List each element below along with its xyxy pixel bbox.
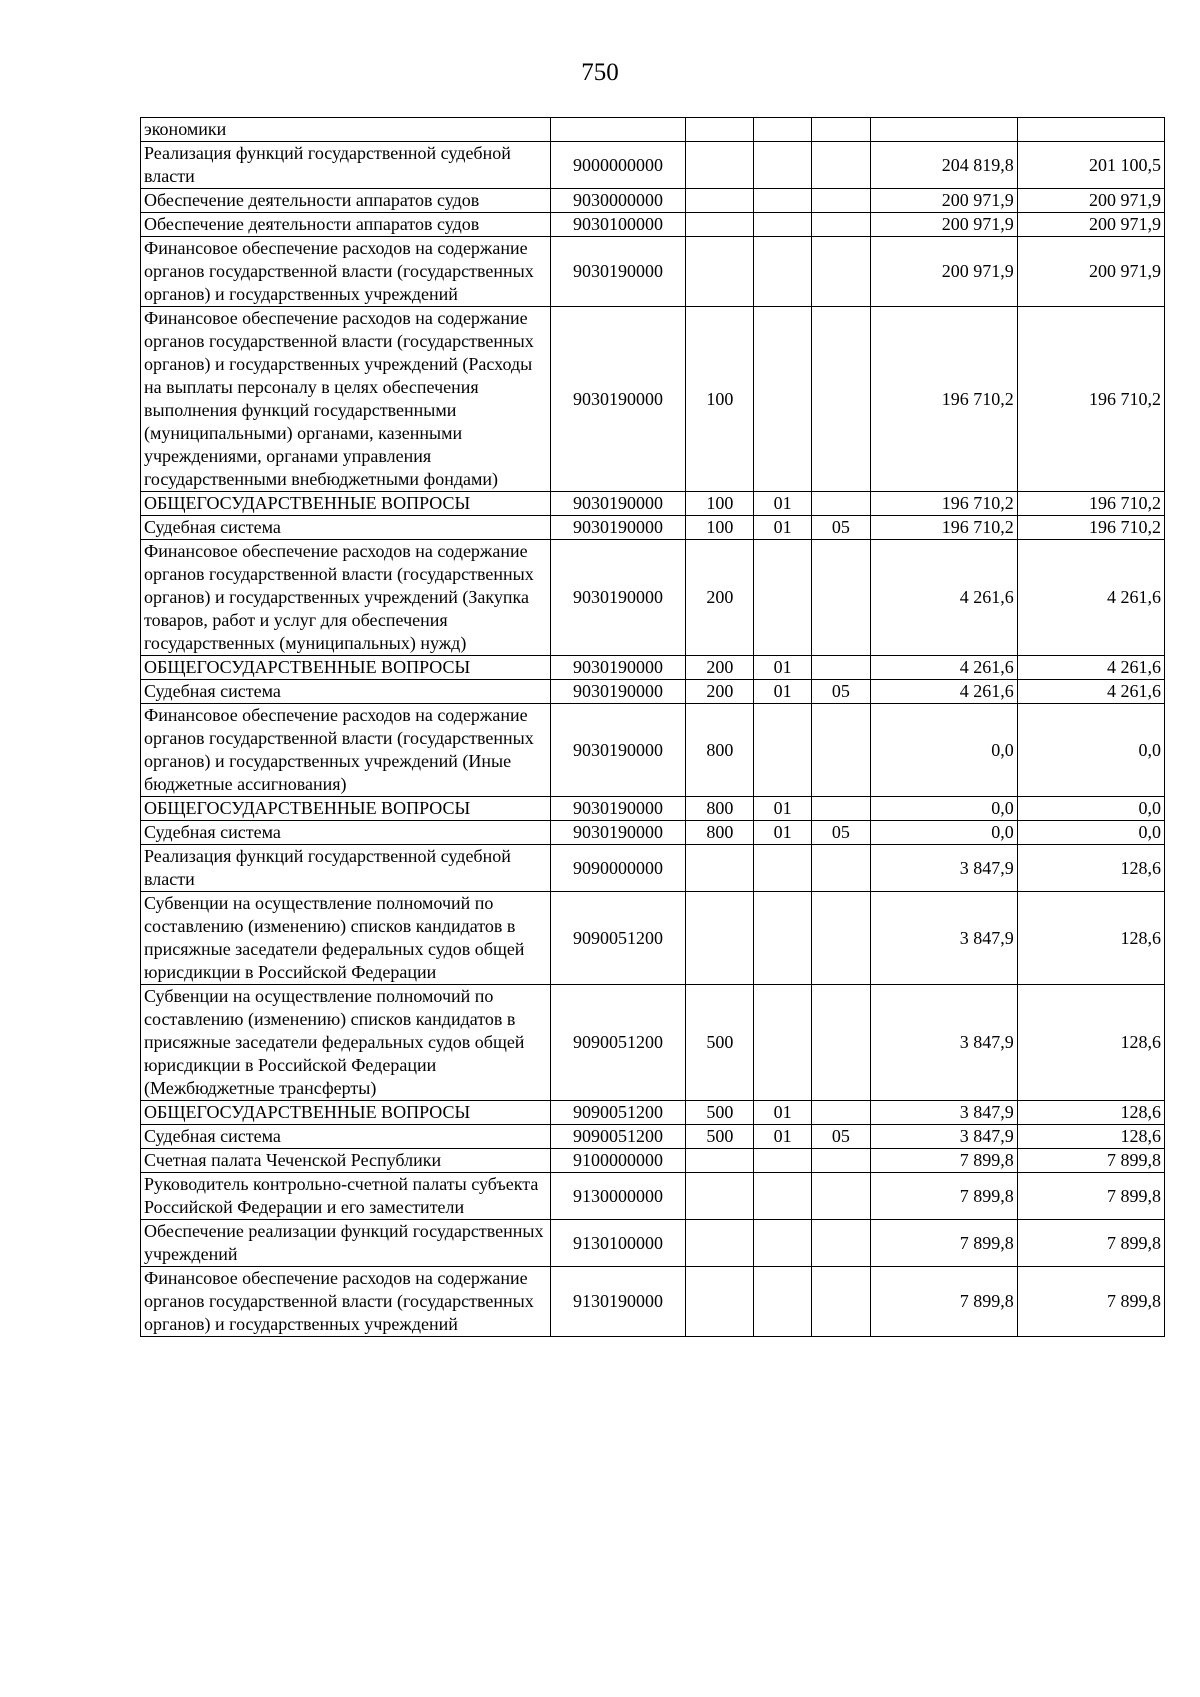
expense-type-code-cell: [686, 237, 754, 307]
amount-cell-2: 196 710,2: [1017, 516, 1164, 540]
target-article-code-cell: 9000000000: [550, 142, 686, 189]
row-name-cell: Судебная система: [141, 1125, 551, 1149]
table-body: [141, 118, 1165, 1337]
subsection-code-cell: [811, 118, 870, 142]
row-name-cell: Судебная система: [141, 516, 551, 540]
row-name-cell: Субвенции на осуществление полномочий по составлению (изменению) списков кандидатов в присяжные заседатели федеральных судов общей юрисдикции в Российской Федерации: [141, 892, 551, 985]
amount-cell-1: 196 710,2: [870, 492, 1017, 516]
target-article-code-cell: 9030190000: [550, 704, 686, 797]
row-name-cell: ОБЩЕГОСУДАРСТВЕННЫЕ ВОПРОСЫ: [141, 1101, 551, 1125]
section-code-cell: [754, 307, 812, 492]
amount-cell-1: [870, 118, 1017, 142]
table-row: [141, 1173, 1165, 1220]
subsection-code-cell: 05: [811, 1125, 870, 1149]
subsection-code-cell: [811, 1173, 870, 1220]
expense-type-code-cell: 200: [686, 656, 754, 680]
subsection-code-cell: [811, 797, 870, 821]
table-row: [141, 1267, 1165, 1337]
amount-cell-2: 7 899,8: [1017, 1267, 1164, 1337]
expense-type-code-cell: [686, 1173, 754, 1220]
expense-type-code-cell: 100: [686, 516, 754, 540]
amount-cell-2: 4 261,6: [1017, 680, 1164, 704]
subsection-code-cell: [811, 1220, 870, 1267]
subsection-code-cell: [811, 189, 870, 213]
amount-cell-2: 128,6: [1017, 1101, 1164, 1125]
expense-type-code-cell: 800: [686, 704, 754, 797]
amount-cell-2: 128,6: [1017, 845, 1164, 892]
section-code-cell: [754, 1173, 812, 1220]
target-article-code-cell: 9030100000: [550, 213, 686, 237]
expense-type-code-cell: 500: [686, 1125, 754, 1149]
amount-cell-2: 0,0: [1017, 821, 1164, 845]
row-name-cell: Судебная система: [141, 680, 551, 704]
subsection-code-cell: [811, 492, 870, 516]
row-name-cell: Реализация функций государственной судебной власти: [141, 845, 551, 892]
amount-cell-2: 4 261,6: [1017, 656, 1164, 680]
amount-cell-1: 7 899,8: [870, 1149, 1017, 1173]
amount-cell-2: 128,6: [1017, 985, 1164, 1101]
subsection-code-cell: [811, 845, 870, 892]
row-name-cell: ОБЩЕГОСУДАРСТВЕННЫЕ ВОПРОСЫ: [141, 656, 551, 680]
section-code-cell: [754, 1149, 812, 1173]
expense-type-code-cell: 800: [686, 821, 754, 845]
expense-type-code-cell: [686, 1267, 754, 1337]
amount-cell-2: 0,0: [1017, 797, 1164, 821]
table-row: [141, 142, 1165, 189]
amount-cell-2: 196 710,2: [1017, 492, 1164, 516]
row-name-cell: Обеспечение деятельности аппаратов судов: [141, 213, 551, 237]
row-name-cell: экономики: [141, 118, 551, 142]
section-code-cell: [754, 237, 812, 307]
section-code-cell: 01: [754, 680, 812, 704]
row-name-cell: Финансовое обеспечение расходов на содержание органов государственной власти (государственных органов) и государственных учреждений (Расходы на выплаты персоналу в целях обеспечения выполнения функций государственными (муниципальными) органами, казенными учреждениями, органами управления государственными внебюджетными фондами): [141, 307, 551, 492]
table-row: [141, 492, 1165, 516]
table-row: [141, 189, 1165, 213]
table-row: [141, 985, 1165, 1101]
amount-cell-1: 3 847,9: [870, 1125, 1017, 1149]
amount-cell-2: 0,0: [1017, 704, 1164, 797]
amount-cell-1: 196 710,2: [870, 516, 1017, 540]
amount-cell-2: 128,6: [1017, 892, 1164, 985]
subsection-code-cell: [811, 142, 870, 189]
target-article-code-cell: 9030190000: [550, 516, 686, 540]
row-name-cell: Субвенции на осуществление полномочий по составлению (изменению) списков кандидатов в присяжные заседатели федеральных судов общей юрисдикции в Российской Федерации (Межбюджетные трансферты): [141, 985, 551, 1101]
expense-type-code-cell: [686, 845, 754, 892]
target-article-code-cell: 9090051200: [550, 892, 686, 985]
row-name-cell: Финансовое обеспечение расходов на содержание органов государственной власти (государственных органов) и государственных учреждений: [141, 1267, 551, 1337]
amount-cell-2: 200 971,9: [1017, 213, 1164, 237]
target-article-code-cell: 9090051200: [550, 1125, 686, 1149]
amount-cell-1: 200 971,9: [870, 213, 1017, 237]
expense-type-code-cell: 500: [686, 985, 754, 1101]
table-row: [141, 680, 1165, 704]
subsection-code-cell: 05: [811, 680, 870, 704]
expense-type-code-cell: [686, 1220, 754, 1267]
target-article-code-cell: 9030190000: [550, 680, 686, 704]
amount-cell-1: 196 710,2: [870, 307, 1017, 492]
row-name-cell: Счетная палата Чеченской Республики: [141, 1149, 551, 1173]
row-name-cell: Судебная система: [141, 821, 551, 845]
target-article-code-cell: 9030190000: [550, 821, 686, 845]
target-article-code-cell: 9030190000: [550, 797, 686, 821]
subsection-code-cell: 05: [811, 821, 870, 845]
section-code-cell: [754, 213, 812, 237]
amount-cell-2: 7 899,8: [1017, 1173, 1164, 1220]
amount-cell-1: 0,0: [870, 797, 1017, 821]
section-code-cell: [754, 118, 812, 142]
amount-cell-2: 196 710,2: [1017, 307, 1164, 492]
expense-type-code-cell: [686, 892, 754, 985]
table-row: [141, 540, 1165, 656]
row-name-cell: Финансовое обеспечение расходов на содержание органов государственной власти (государственных органов) и государственных учреждений (Иные бюджетные ассигнования): [141, 704, 551, 797]
section-code-cell: [754, 892, 812, 985]
amount-cell-1: 3 847,9: [870, 892, 1017, 985]
expense-type-code-cell: 100: [686, 492, 754, 516]
expense-type-code-cell: [686, 213, 754, 237]
amount-cell-2: [1017, 118, 1164, 142]
table-row: [141, 845, 1165, 892]
table-row: [141, 797, 1165, 821]
amount-cell-2: 128,6: [1017, 1125, 1164, 1149]
subsection-code-cell: [811, 540, 870, 656]
section-code-cell: 01: [754, 797, 812, 821]
amount-cell-2: 7 899,8: [1017, 1149, 1164, 1173]
section-code-cell: 01: [754, 1125, 812, 1149]
target-article-code-cell: 9030190000: [550, 540, 686, 656]
expense-type-code-cell: 100: [686, 307, 754, 492]
row-name-cell: Реализация функций государственной судебной власти: [141, 142, 551, 189]
page-number: 750: [581, 59, 619, 86]
subsection-code-cell: [811, 307, 870, 492]
section-code-cell: 01: [754, 492, 812, 516]
amount-cell-1: 204 819,8: [870, 142, 1017, 189]
table-row: [141, 821, 1165, 845]
table-row: [141, 213, 1165, 237]
expense-type-code-cell: [686, 118, 754, 142]
section-code-cell: 01: [754, 821, 812, 845]
target-article-code-cell: 9090051200: [550, 1101, 686, 1125]
table-row: [141, 1149, 1165, 1173]
section-code-cell: [754, 142, 812, 189]
budget-table: [140, 117, 1165, 1337]
table-row: [141, 118, 1165, 142]
subsection-code-cell: [811, 656, 870, 680]
subsection-code-cell: [811, 704, 870, 797]
section-code-cell: [754, 1220, 812, 1267]
table-row: [141, 307, 1165, 492]
section-code-cell: 01: [754, 656, 812, 680]
amount-cell-1: 0,0: [870, 821, 1017, 845]
target-article-code-cell: 9130000000: [550, 1173, 686, 1220]
amount-cell-1: 7 899,8: [870, 1267, 1017, 1337]
amount-cell-2: 201 100,5: [1017, 142, 1164, 189]
table-row: [141, 516, 1165, 540]
row-name-cell: Руководитель контрольно-счетной палаты субъекта Российской Федерации и его заместители: [141, 1173, 551, 1220]
amount-cell-1: 3 847,9: [870, 845, 1017, 892]
table-row: [141, 237, 1165, 307]
amount-cell-2: 200 971,9: [1017, 189, 1164, 213]
amount-cell-1: 4 261,6: [870, 680, 1017, 704]
amount-cell-1: 3 847,9: [870, 985, 1017, 1101]
row-name-cell: Обеспечение деятельности аппаратов судов: [141, 189, 551, 213]
row-name-cell: Финансовое обеспечение расходов на содержание органов государственной власти (государственных органов) и государственных учреждений: [141, 237, 551, 307]
row-name-cell: ОБЩЕГОСУДАРСТВЕННЫЕ ВОПРОСЫ: [141, 797, 551, 821]
target-article-code-cell: 9130100000: [550, 1220, 686, 1267]
target-article-code-cell: 9030000000: [550, 189, 686, 213]
subsection-code-cell: [811, 892, 870, 985]
target-article-code-cell: 9030190000: [550, 237, 686, 307]
table-row: [141, 1101, 1165, 1125]
section-code-cell: [754, 985, 812, 1101]
expense-type-code-cell: [686, 142, 754, 189]
section-code-cell: [754, 189, 812, 213]
amount-cell-1: 4 261,6: [870, 540, 1017, 656]
section-code-cell: [754, 845, 812, 892]
amount-cell-1: 200 971,9: [870, 237, 1017, 307]
amount-cell-1: 7 899,8: [870, 1173, 1017, 1220]
subsection-code-cell: 05: [811, 516, 870, 540]
section-code-cell: [754, 1267, 812, 1337]
table-row: [141, 892, 1165, 985]
subsection-code-cell: [811, 237, 870, 307]
expense-type-code-cell: [686, 189, 754, 213]
subsection-code-cell: [811, 1101, 870, 1125]
amount-cell-2: 7 899,8: [1017, 1220, 1164, 1267]
amount-cell-2: 200 971,9: [1017, 237, 1164, 307]
amount-cell-1: 4 261,6: [870, 656, 1017, 680]
amount-cell-1: 200 971,9: [870, 189, 1017, 213]
table-row: [141, 1125, 1165, 1149]
subsection-code-cell: [811, 213, 870, 237]
row-name-cell: Обеспечение реализации функций государственных учреждений: [141, 1220, 551, 1267]
target-article-code-cell: 9090051200: [550, 985, 686, 1101]
section-code-cell: 01: [754, 516, 812, 540]
expense-type-code-cell: 200: [686, 680, 754, 704]
expense-type-code-cell: 200: [686, 540, 754, 656]
subsection-code-cell: [811, 985, 870, 1101]
target-article-code-cell: 9030190000: [550, 492, 686, 516]
expense-type-code-cell: 800: [686, 797, 754, 821]
table-row: [141, 656, 1165, 680]
section-code-cell: 01: [754, 1101, 812, 1125]
target-article-code-cell: 9100000000: [550, 1149, 686, 1173]
amount-cell-1: 7 899,8: [870, 1220, 1017, 1267]
amount-cell-1: 0,0: [870, 704, 1017, 797]
target-article-code-cell: [550, 118, 686, 142]
target-article-code-cell: 9130190000: [550, 1267, 686, 1337]
expense-type-code-cell: [686, 1149, 754, 1173]
expense-type-code-cell: 500: [686, 1101, 754, 1125]
section-code-cell: [754, 704, 812, 797]
subsection-code-cell: [811, 1149, 870, 1173]
row-name-cell: ОБЩЕГОСУДАРСТВЕННЫЕ ВОПРОСЫ: [141, 492, 551, 516]
section-code-cell: [754, 540, 812, 656]
target-article-code-cell: 9030190000: [550, 307, 686, 492]
row-name-cell: Финансовое обеспечение расходов на содержание органов государственной власти (государственных органов) и государственных учреждений (Закупка товаров, работ и услуг для обеспечения государственных (муниципальных) нужд): [141, 540, 551, 656]
table-row: [141, 704, 1165, 797]
amount-cell-2: 4 261,6: [1017, 540, 1164, 656]
amount-cell-1: 3 847,9: [870, 1101, 1017, 1125]
subsection-code-cell: [811, 1267, 870, 1337]
target-article-code-cell: 9090000000: [550, 845, 686, 892]
table-row: [141, 1220, 1165, 1267]
target-article-code-cell: 9030190000: [550, 656, 686, 680]
